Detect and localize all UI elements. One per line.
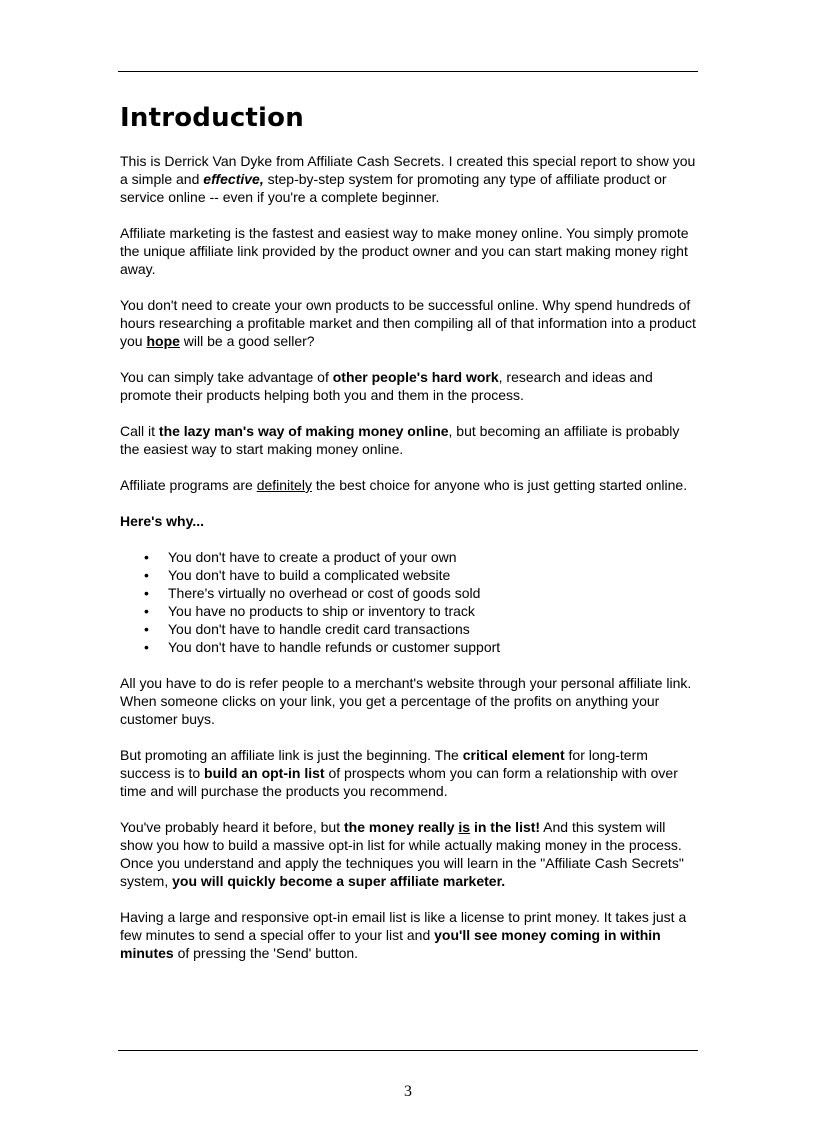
bullet-icon: • bbox=[144, 585, 149, 601]
paragraph-refer-people: All you have to do is refer people to a merchant's website through your personal affiliate link. When someone clicks on your link, you get a percentage of the profits on anything your customer buys. bbox=[120, 675, 692, 727]
why-heading: Here's why... bbox=[120, 513, 204, 529]
list-item: • You have no products to ship or inventory to track bbox=[144, 603, 475, 619]
list-item: • You don't have to build a complicated website bbox=[144, 567, 451, 583]
paragraph-best-choice: Affiliate programs are definitely the best choice for anyone who is just getting started online. bbox=[120, 477, 688, 493]
list-item: • You don't have to create a product of your own bbox=[144, 549, 457, 565]
page-title: Introduction bbox=[120, 103, 304, 133]
bullet-icon: • bbox=[144, 549, 149, 565]
paragraph-intro: This is Derrick Van Dyke from Affiliate Cash Secrets. I created this special report to show you a simple and effective, step-by-step system for promoting any type of affiliate product or service online -- even if you're a complete beginner. bbox=[120, 153, 696, 205]
bullet-icon: • bbox=[144, 567, 149, 583]
list-item: • You don't have to handle credit card transactions bbox=[144, 621, 470, 637]
list-item: • There's virtually no overhead or cost of goods sold bbox=[144, 585, 481, 601]
paragraph-own-products: You don't need to create your own products to be successful online. Why spend hundreds of hours researching a profitable market and then compiling all of that information into a product you hope will be a good seller? bbox=[120, 297, 696, 349]
bullet-icon: • bbox=[144, 639, 149, 655]
reasons-list bbox=[120, 548, 700, 656]
paragraph-opt-in-list: But promoting an affiliate link is just the beginning. The critical element for long-term success is to build an opt-in list of prospects whom you can form a relationship with over time and will purchase the products you recommend. bbox=[120, 747, 678, 799]
paragraph-affiliate-marketing: Affiliate marketing is the fastest and easiest way to make money online. You simply promote the unique affiliate link provided by the product owner and you can start making money right away. bbox=[120, 225, 689, 277]
list-item: • You don't have to handle refunds or customer support bbox=[144, 639, 501, 655]
paragraph-lazy-mans-way: Call it the lazy man's way of making money online, but becoming an affiliate is probably the easiest way to start making money online. bbox=[120, 423, 680, 457]
paragraph-other-peoples-work: You can simply take advantage of other people's hard work, research and ideas and promote their products helping both you and them in the process. bbox=[120, 369, 653, 403]
paragraph-money-in-list: You've probably heard it before, but the money really is in the list! And this system will show you how to build a massive opt-in list for while actually making money in the process. Once you understand and apply the techniques you will learn in the "Affiliate Cash Secrets" system, you will quickly become a super affiliate marketer. bbox=[120, 819, 684, 889]
bullet-icon: • bbox=[144, 621, 149, 637]
bullet-icon: • bbox=[144, 603, 149, 619]
page-number: 3 bbox=[404, 1083, 412, 1100]
bottom-divider bbox=[118, 1050, 698, 1051]
paragraph-email-list: Having a large and responsive opt-in email list is like a license to print money. It takes just a few minutes to send a special offer to your list and you'll see money coming in within minutes of pressing the 'Send' button. bbox=[120, 909, 687, 961]
top-divider bbox=[118, 71, 698, 72]
body-text bbox=[120, 152, 700, 980]
